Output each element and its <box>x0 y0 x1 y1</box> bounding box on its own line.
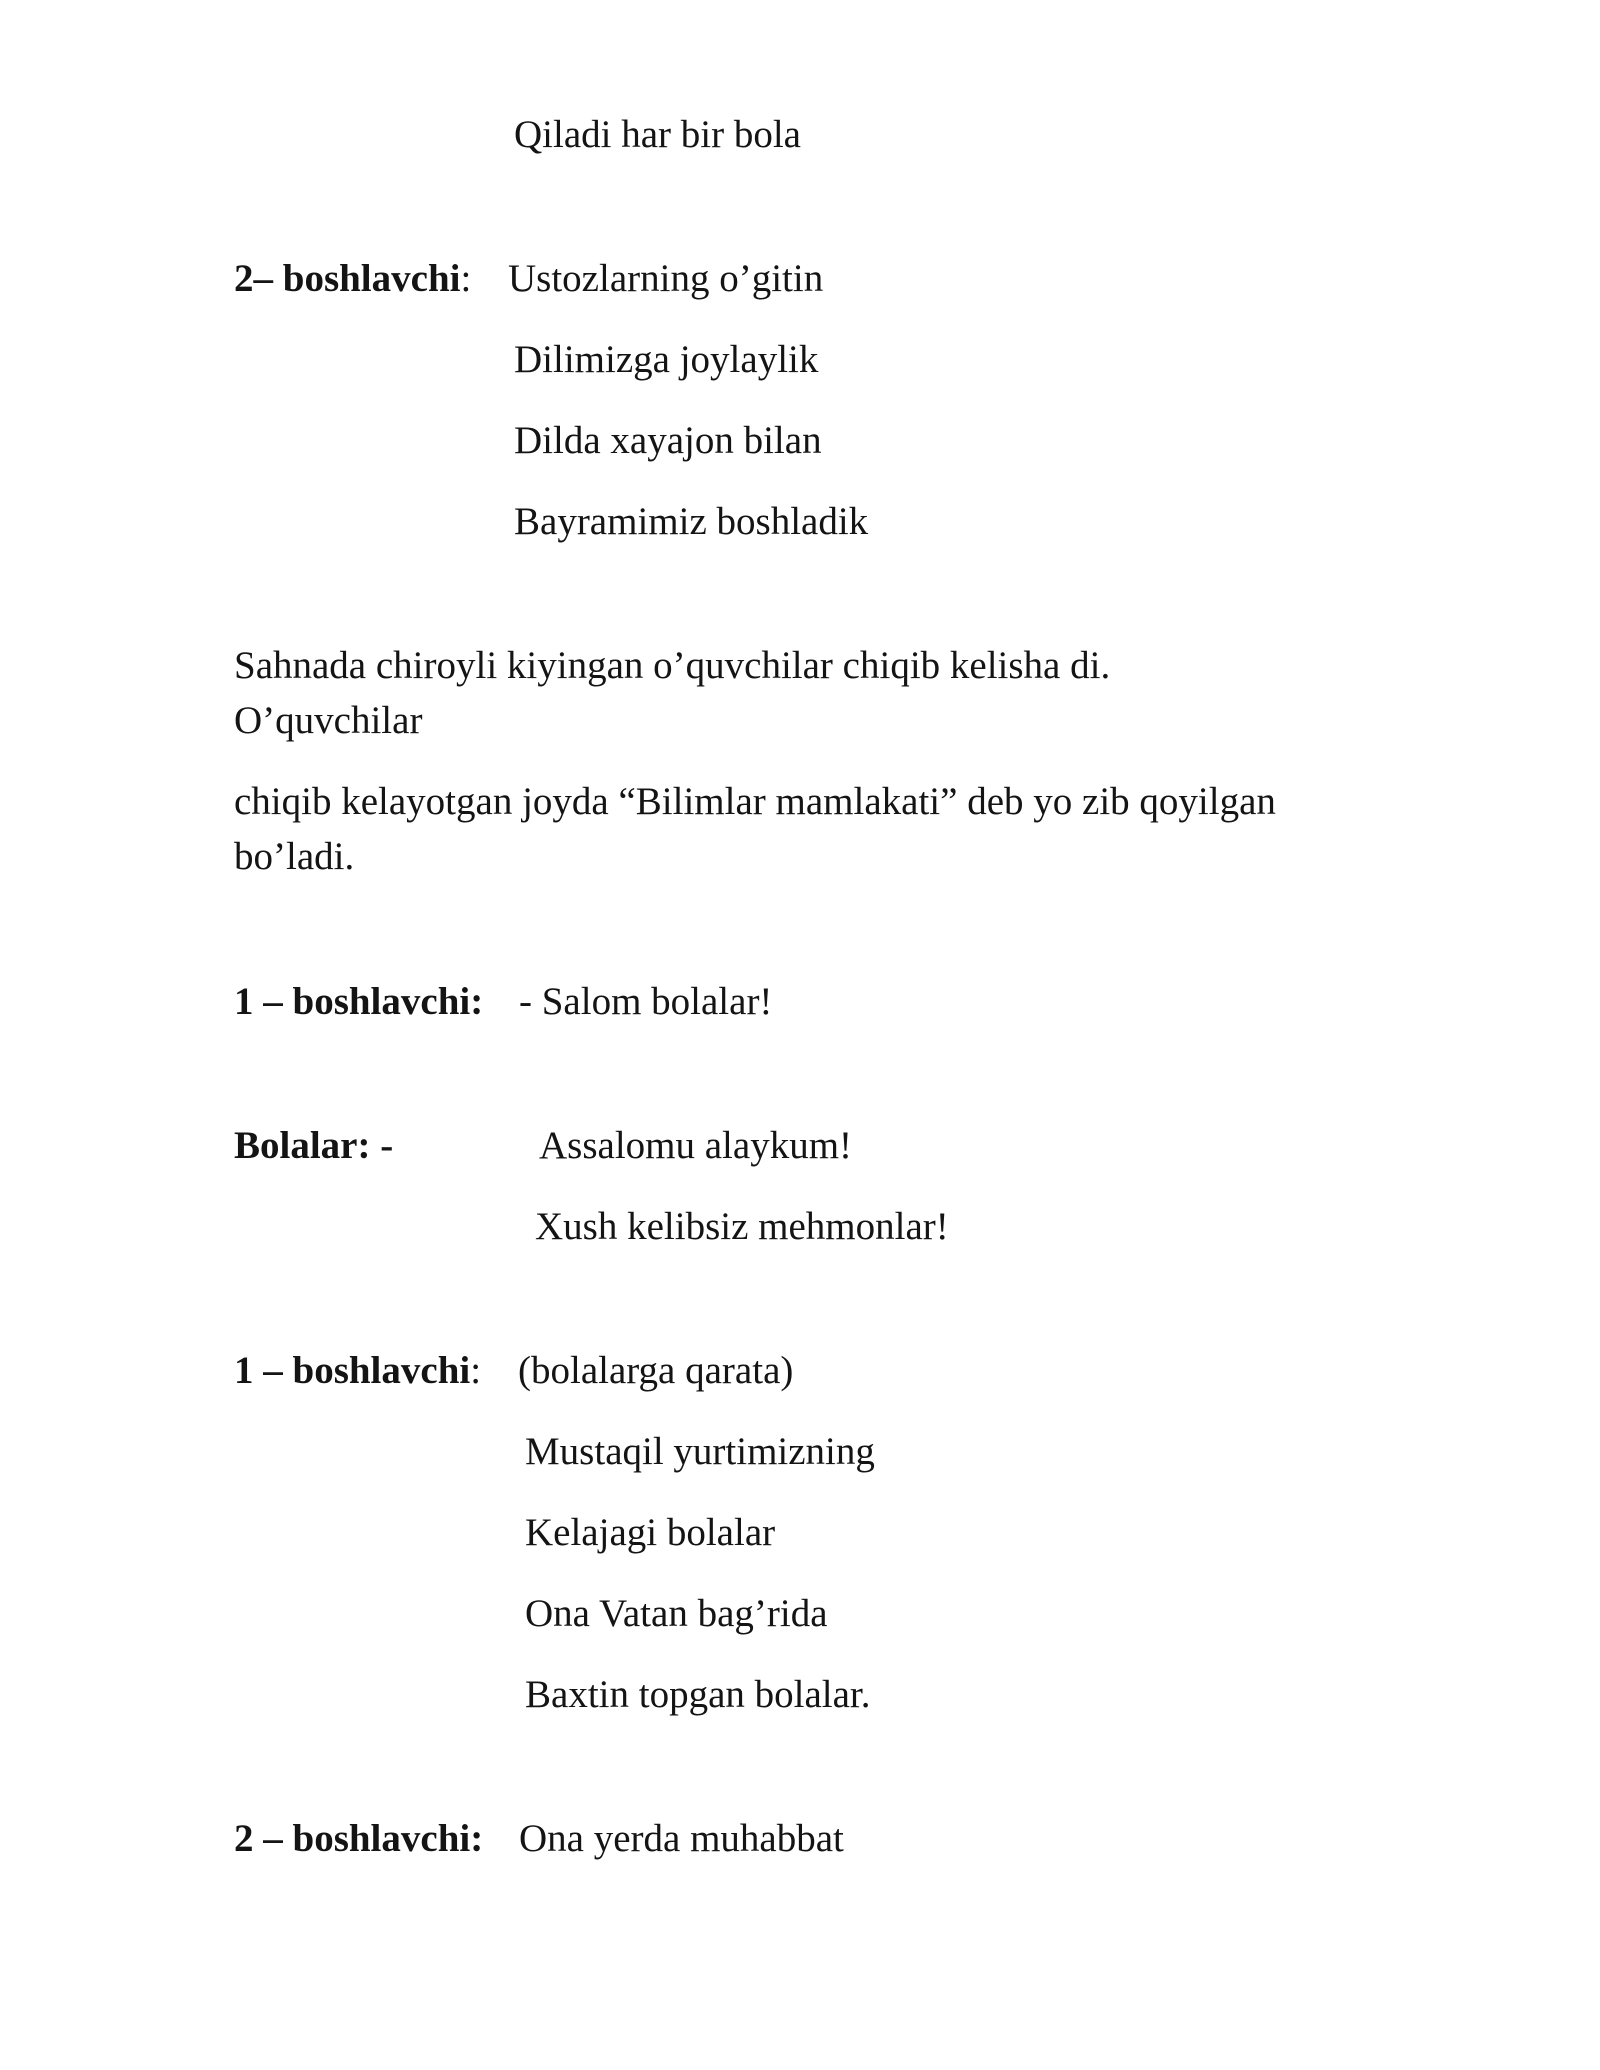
speaker-line <box>234 256 471 302</box>
verse-line: Dilimizga joylaylik <box>514 338 819 381</box>
verse-line: Qiladi har bir bola <box>514 113 801 156</box>
speaker-text: Ona yerda muhabbat <box>519 1817 844 1860</box>
verse-line: Ona Vatan bag’rida <box>525 1592 828 1635</box>
verse-line: Kelajagi bolalar <box>525 1511 776 1554</box>
paragraph-line: O’quvchilar <box>234 699 423 742</box>
paragraph-line: Sahnada chiroyli kiyingan o’quvchilar chiqib kelisha di. <box>234 644 1111 687</box>
speaker-text: Xush kelibsiz mehmonlar! <box>535 1205 949 1248</box>
speaker-line <box>234 1348 481 1394</box>
speaker-label: 2– boshlavchi <box>234 257 461 300</box>
speaker-label: 1 – boshlavchi: <box>234 980 484 1023</box>
verse-line: Bayramimiz boshladik <box>514 500 869 543</box>
speaker-text: Ustozlarning o’gitin <box>508 257 824 300</box>
speaker-text: (bolalarga qarata) <box>518 1349 794 1392</box>
verse-line: Dilda xayajon bilan <box>514 419 822 462</box>
speaker-text: - Salom bolalar! <box>519 980 773 1023</box>
paragraph-line: bo’ladi. <box>234 835 355 878</box>
speaker-colon: : <box>470 1349 482 1392</box>
speaker-label: Bolalar: - <box>234 1124 394 1167</box>
verse-line: Baxtin topgan bolalar. <box>525 1673 871 1716</box>
verse-line: Mustaqil yurtimizning <box>525 1430 875 1473</box>
speaker-label: 2 – boshlavchi: <box>234 1817 484 1860</box>
speaker-text: Assalomu alaykum! <box>539 1124 853 1167</box>
paragraph-line: chiqib kelayotgan joyda “Bilimlar mamlakati” deb yo zib qoyilgan <box>234 780 1276 823</box>
speaker-label: 1 – boshlavchi <box>234 1349 471 1392</box>
speaker-colon: : <box>460 257 472 300</box>
